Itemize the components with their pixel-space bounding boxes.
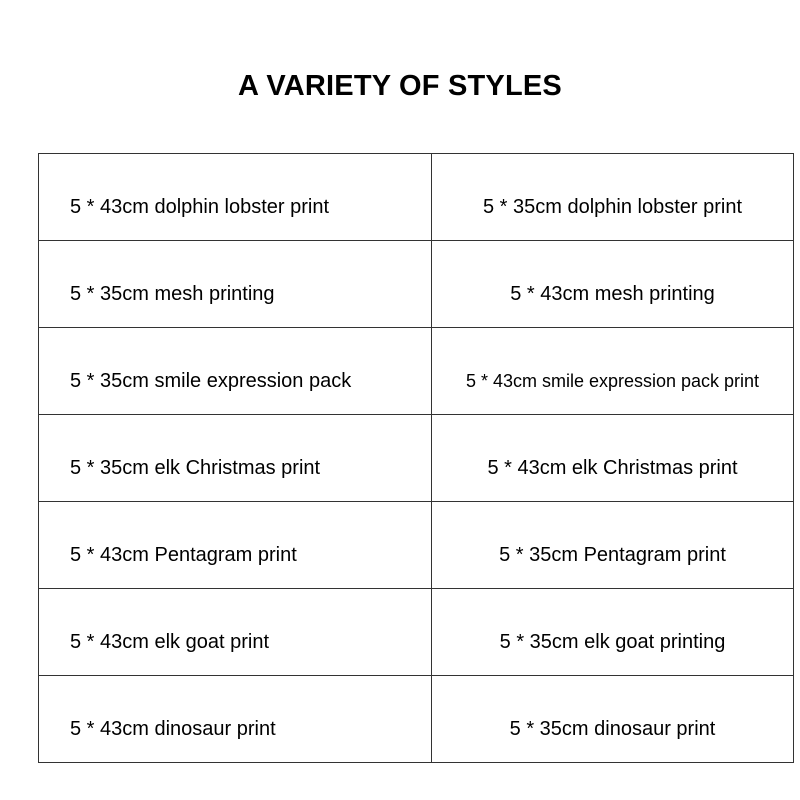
table-cell [39, 328, 432, 415]
table-row [39, 589, 794, 676]
cell-label: 5 * 43cm smile expression pack print [465, 370, 760, 391]
table-row [39, 502, 794, 589]
cell-label: 5 * 35cm dolphin lobster print [482, 195, 743, 218]
table-row [39, 154, 794, 241]
table-row [39, 415, 794, 502]
table-row [39, 328, 794, 415]
page-title: A VARIETY OF STYLES [238, 70, 562, 102]
table-cell [39, 676, 432, 763]
table-cell [432, 241, 794, 328]
table-cell [39, 241, 432, 328]
table-cell [432, 328, 794, 415]
cell-label: 5 * 35cm Pentagram print [499, 543, 726, 566]
table-cell [39, 589, 432, 676]
table-cell [432, 676, 794, 763]
cell-label: 5 * 43cm mesh printing [510, 282, 715, 305]
cell-label: 5 * 35cm elk Christmas print [70, 456, 321, 479]
table-cell [432, 154, 794, 241]
styles-table [38, 153, 794, 763]
cell-label: 5 * 43cm Pentagram print [70, 543, 297, 566]
cell-label: 5 * 43cm elk Christmas print [487, 456, 738, 479]
cell-label: 5 * 43cm dolphin lobster print [70, 195, 330, 218]
cell-label: 5 * 35cm smile expression pack [70, 369, 352, 392]
table-cell [432, 589, 794, 676]
cell-label: 5 * 35cm dinosaur print [509, 717, 716, 740]
table-cell [39, 154, 432, 241]
table-cell [432, 415, 794, 502]
table-cell [39, 502, 432, 589]
cell-label: 5 * 35cm mesh printing [70, 282, 275, 305]
cell-label: 5 * 35cm elk goat printing [499, 630, 726, 653]
table-row [39, 676, 794, 763]
table-cell [39, 415, 432, 502]
cell-label: 5 * 43cm dinosaur print [70, 717, 276, 740]
table-row [39, 241, 794, 328]
table-cell [432, 502, 794, 589]
cell-label: 5 * 43cm elk goat print [70, 630, 269, 653]
